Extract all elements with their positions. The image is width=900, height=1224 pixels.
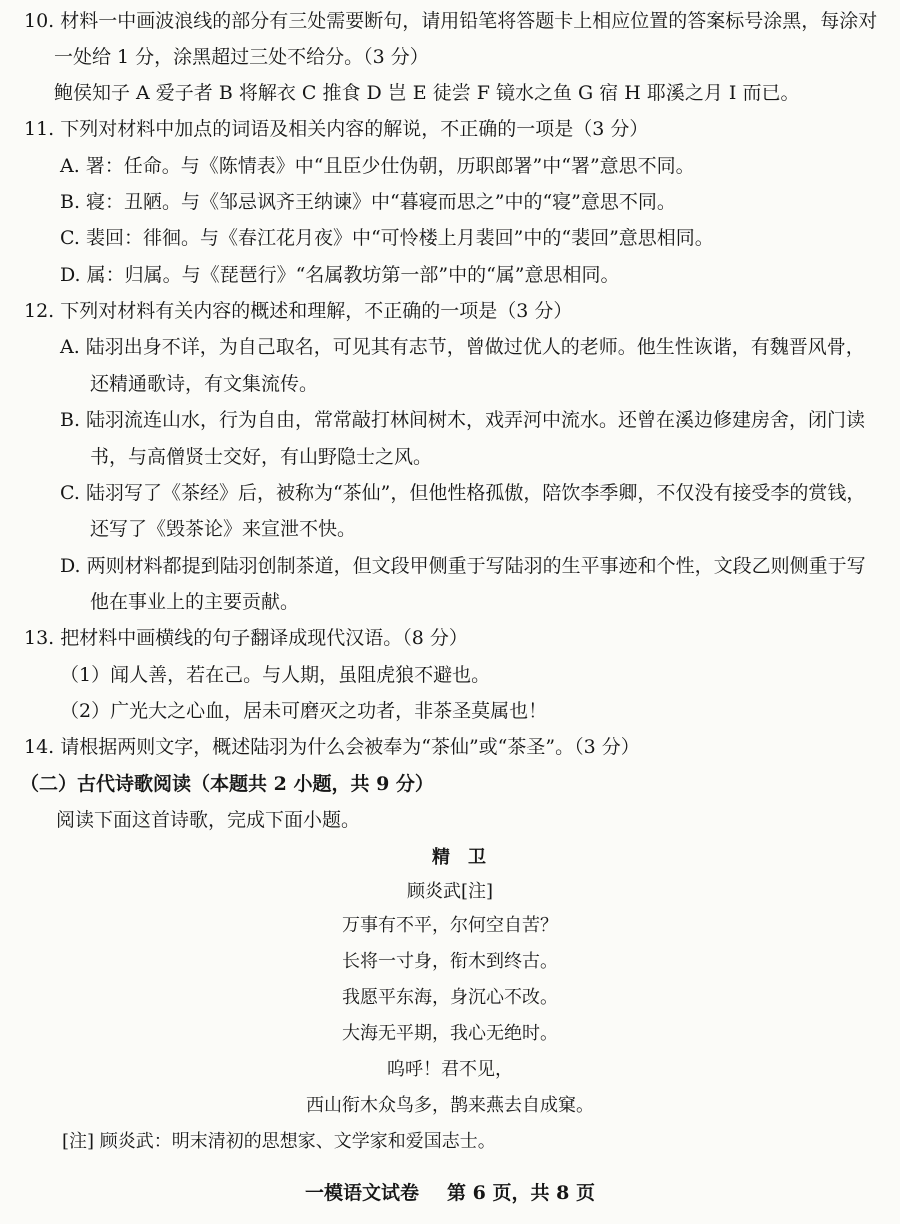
q12-option-a-line1: A. 陆羽出身不详，为自己取名，可见其有志节，曾做过优人的老师。他生性诙谐，有魏晋风骨， [60,336,865,358]
poem-line: 呜呼！君不见， [387,1059,513,1080]
q10-line2: 一处给 1 分，涂黑超过三处不给分。（3 分） [54,46,429,68]
q12-option-c-line1: C. 陆羽写了《茶经》后，被称为“茶仙”，但他性格孤傲，陪饮李季卿，不仅没有接受李的赏钱， [60,482,866,504]
q13-sentence-1: （1）闻人善，若在己。与人期，虽阻虎狼不避也。 [60,664,491,686]
q12-stem: 12. 下列对材料有关内容的概述和理解，不正确的一项是（3 分） [24,300,573,322]
poem-title: 精卫 [432,847,504,868]
poem-author: 顾炎武[注] [406,881,494,902]
q11-stem: 11. 下列对材料中加点的词语及相关内容的解说，不正确的一项是（3 分） [24,118,649,140]
q11-option-c: C. 裴回：徘徊。与《春江花月夜》中“可怜楼上月裴回”中的“裴回”意思相同。 [60,227,714,249]
poem-line: 大海无平期，我心无绝时。 [342,1023,558,1044]
q11-option-b: B. 寝：丑陋。与《邹忌讽齐王纳谏》中“暮寝而思之”中的“寝”意思不同。 [60,191,676,213]
q13-sentence-2: （2）广光大之心血，居未可磨灭之功者，非茶圣莫属也！ [60,700,548,722]
q14-stem: 14. 请根据两则文字，概述陆羽为什么会被奉为“茶仙”或“茶圣”。（3 分） [24,736,640,758]
q13-stem: 13. 把材料中画横线的句子翻译成现代汉语。（8 分） [24,627,468,649]
page-number: 第 6 页，共 8 页 [447,1182,595,1204]
q11-option-a: A. 署：任命。与《陈情表》中“且臣少仕伪朝，历职郎署”中“署”意思不同。 [60,155,695,177]
q12-option-b-line2: 书，与高僧贤士交好，有山野隐士之风。 [90,446,433,468]
q12-option-d-line2: 他在事业上的主要贡献。 [90,591,300,613]
q12-option-c-line2: 还写了《毁茶论》来宣泄不快。 [90,518,357,540]
poem-line: 我愿平东海，身沉心不改。 [342,987,558,1008]
poem-line: 西山衔木众鸟多，鹊来燕去自成窠。 [306,1095,594,1116]
page-footer [0,1180,900,1206]
poem-note: [注] 顾炎武：明末清初的思想家、文学家和爱国志士。 [62,1131,496,1152]
section-instruction: 阅读下面这首诗歌，完成下面小题。 [56,809,361,831]
q12-option-d-line1: D. 两则材料都提到陆羽创制茶道，但文段甲侧重于写陆羽的生平事迹和个性，文段乙则侧重于写 [60,555,866,577]
q10-line1: 10. 材料一中画波浪线的部分有三处需要断句，请用铅笔将答题卡上相应位置的答案标号涂黑，每涂对 [24,10,878,32]
q12-option-a-line2: 还精通歌诗，有文集流传。 [90,373,319,395]
q11-option-d: D. 属：归属。与《琵琶行》“名属教坊第一部”中的“属”意思相同。 [60,264,620,286]
section-heading: （二）古代诗歌阅读（本题共 2 小题，共 9 分） [20,773,434,795]
q10-punctuation-passage: 鲍侯知子 A 爱子者 B 将解衣 C 推食 D 岂 E 徒尝 F 镜水之鱼 G 宿 H 耶溪之月 I 而已。 [54,82,800,104]
exam-title: 一模语文试卷 [305,1182,420,1204]
poem-line: 万事有不平，尔何空自苦？ [342,915,558,936]
q12-option-b-line1: B. 陆羽流连山水，行为自由，常常敲打林间树木，戏弄河中流水。还曾在溪边修建房舍，闭门读 [60,409,866,431]
poem-line: 长将一寸身，衔木到终古。 [342,951,558,972]
